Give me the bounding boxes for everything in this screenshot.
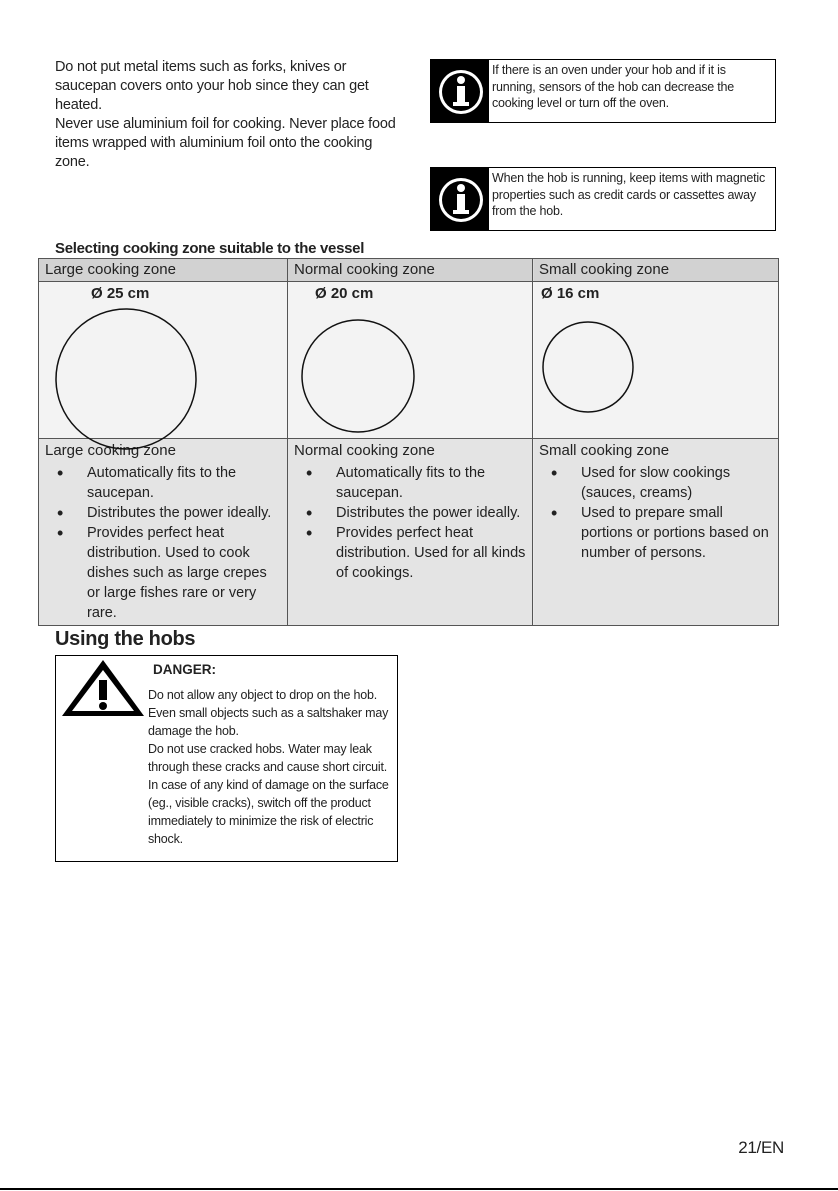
list-item: • Distributes the power ideally. [47,503,283,523]
list-item: • Automatically fits to the saucepan. [296,463,528,503]
list-item: • Automatically fits to the saucepan. [47,463,283,503]
zone-diameter-large: Ø 25 cm [91,285,150,302]
section-title: Selecting cooking zone suitable to the vessel [55,240,365,257]
zone-diameter-small: Ø 16 cm [541,285,600,302]
list-item: • Provides perfect heat distribution. Used to cook dishes such as large crepes or large fishes rare or very rare. [47,523,283,623]
zone-diagram-small [533,282,779,439]
zone-header-small: Small cooking zone [533,259,779,282]
list-item: • Provides perfect heat distribution. Used for all kinds of cookings. [296,523,528,583]
intro-paragraph-foil: Never use aluminium foil for cooking. Never place food items wrapped with aluminium foil onto the cooking zone. [55,116,396,170]
zone-description-title: Normal cooking zone [294,442,435,459]
footer-divider [0,1188,838,1190]
intro-paragraph-metal: Do not put metal items such as forks, knives or saucepan covers onto your hob since they can get heated. [55,59,369,113]
zone-circle-normal [298,316,418,436]
zone-header-large: Large cooking zone [39,259,288,282]
zone-description-large [39,439,288,626]
zone-description-small [533,439,779,626]
danger-title: DANGER: [153,662,216,677]
info-icon [431,168,489,230]
zone-circle-large [53,306,199,452]
intro-text [55,58,405,172]
info-note-magnetic [430,167,776,231]
zone-description-normal [288,439,533,626]
danger-line: Do not allow any object to drop on the hob. Even small objects such as a saltshaker may damage the hob. [148,688,389,738]
warning-icon [58,658,148,720]
danger-box [55,655,398,862]
zone-circle-small [539,318,639,418]
info-note-text: When the hob is running, keep items with magnetic properties such as credit cards or cassettes away from the hob. [492,171,765,218]
danger-line: In case of any kind of damage on the surface (eg., visible cracks), switch off the product immediately to minimize the risk of electric shock. [148,778,389,846]
info-icon [431,60,489,122]
zone-diagram-normal [288,282,533,439]
using-hobs-title: Using the hobs [55,628,196,650]
list-item: • Distributes the power ideally. [296,503,528,523]
info-note-oven [430,59,776,123]
list-item: • Used to prepare small portions or portions based on number of persons. [541,503,774,563]
danger-line: Do not use cracked hobs. Water may leak through these cracks and cause short circuit. [148,742,388,774]
info-note-text: If there is an oven under your hob and if it is running, sensors of the hob can decrease the cooking level or turn off the oven. [492,63,735,110]
zone-diameter-normal: Ø 20 cm [315,285,374,302]
zone-description-title: Large cooking zone [45,442,176,459]
page-number: 21/EN [738,1138,784,1157]
zone-description-title: Small cooking zone [539,442,670,459]
danger-body [148,686,394,848]
list-item: • Used for slow cookings (sauces, creams) [541,463,774,503]
cooking-zones-table [38,258,779,626]
zone-diagram-large [39,282,288,439]
zone-header-normal: Normal cooking zone [288,259,533,282]
